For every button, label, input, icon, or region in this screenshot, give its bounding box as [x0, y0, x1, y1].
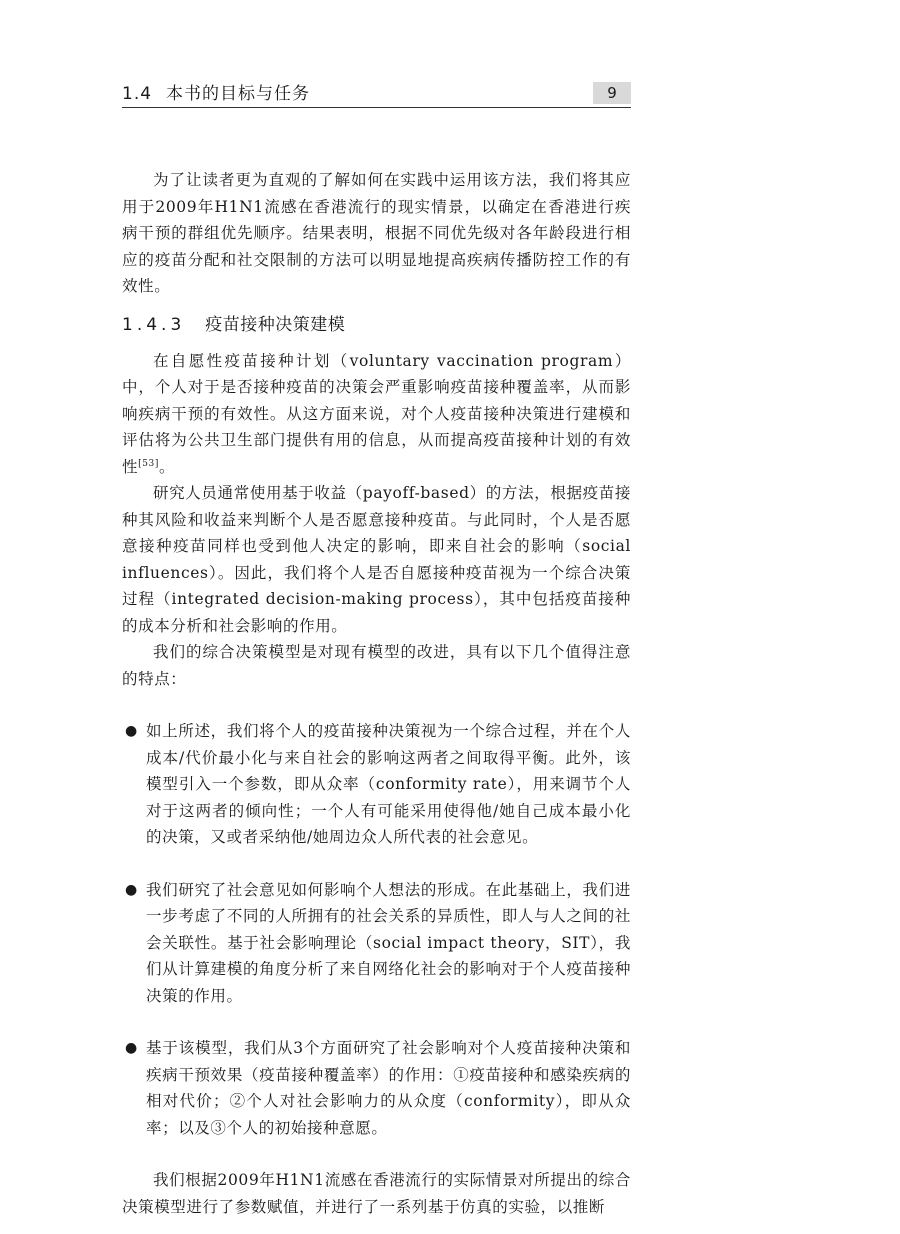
subsection-number: 1.4.3: [122, 314, 186, 335]
page-body: [122, 167, 631, 1220]
list-item: [122, 718, 631, 851]
paragraph-tail: 。: [158, 457, 176, 476]
list-item-text: 我们研究了社会意见如何影响个人想法的形成。在此基础上，我们进一步考虑了不同的人所拥有的社会关系的异质性，即人与人之间的社会关联性。基于社会影响理论（social impact theory，SIT），我们从计算建模的角度分析了来自网络化社会的影响对于个人疫苗接种决策的作用。: [146, 880, 631, 1005]
page-number: 9: [593, 82, 631, 104]
body-paragraph: [122, 348, 631, 481]
running-header-title: [122, 82, 310, 106]
header-section-title: 本书的目标与任务: [166, 84, 311, 104]
bullet-icon: ●: [125, 723, 138, 739]
feature-list: [122, 718, 631, 1141]
subsection-heading: [122, 312, 631, 338]
list-item-text: 如上所述，我们将个人的疫苗接种决策视为一个综合过程，并在个人成本/代价最小化与来自社会的影响这两者之间取得平衡。此外，该模型引入一个参数，即从众率（conformity rate），用来调节个人对于这两者的倾向性；一个人有可能采用使得他/她自己成本最小化的决策，又或者采纳他/她周边众人所代表的社会意见。: [146, 722, 631, 846]
paragraph-text: 在自愿性疫苗接种计划（voluntary vaccination program）中，个人对于是否接种疫苗的决策会严重影响疫苗接种覆盖率，从而影响疾病干预的有效性。从这方面来说，对个人疫苗接种决策进行建模和评估将为公共卫生部门提供有用的信息，从而提高疫苗接种计划的有效性: [122, 351, 631, 476]
intro-paragraph: 为了让读者更为直观的了解如何在实践中运用该方法，我们将其应用于2009年H1N1流感在香港流行的现实情景，以确定在香港进行疾病干预的群组优先顺序。结果表明，根据不同优先级对各年龄段进行相应的疫苗分配和社交限制的方法可以明显地提高疾病传播防控工作的有效性。: [122, 171, 631, 295]
subsection-title: 疫苗接种决策建模: [205, 314, 346, 335]
list-item: [122, 1035, 631, 1141]
header-rule: [122, 107, 631, 108]
running-header: [122, 82, 631, 106]
list-item-text: 基于该模型，我们从3个方面研究了社会影响对个人疫苗接种决策和疾病干预效果（疫苗接种覆盖率）的作用：①疫苗接种和感染疾病的相对代价；②个人对社会影响力的从众度（conformity），即从众率；以及③个人的初始接种意愿。: [146, 1039, 631, 1137]
header-section-number: 1.4: [122, 84, 153, 104]
body-paragraph: 我们的综合决策模型是对现有模型的改进，具有以下几个值得注意的特点：: [122, 643, 631, 688]
citation: [53]: [138, 458, 159, 469]
bullet-icon: ●: [125, 881, 138, 898]
list-item: [122, 877, 631, 1010]
closing-paragraph: 我们根据2009年H1N1流感在香港流行的实际情景对所提出的综合决策模型进行了参数赋值，并进行了一系列基于仿真的实验，以推断: [122, 1171, 631, 1216]
bullet-icon: ●: [125, 1040, 138, 1056]
body-paragraph: 研究人员通常使用基于收益（payoff-based）的方法，根据疫苗接种其风险和收益来判断个人是否愿意接种疫苗。与此同时，个人是否愿意接种疫苗同样也受到他人决定的影响，即来自社会的影响（social influences）。因此，我们将个人是否自愿接种疫苗视为一个综合决策过程（integrated decision-making process），其中包括疫苗接种的成本分析和社会影响的作用。: [122, 484, 631, 635]
